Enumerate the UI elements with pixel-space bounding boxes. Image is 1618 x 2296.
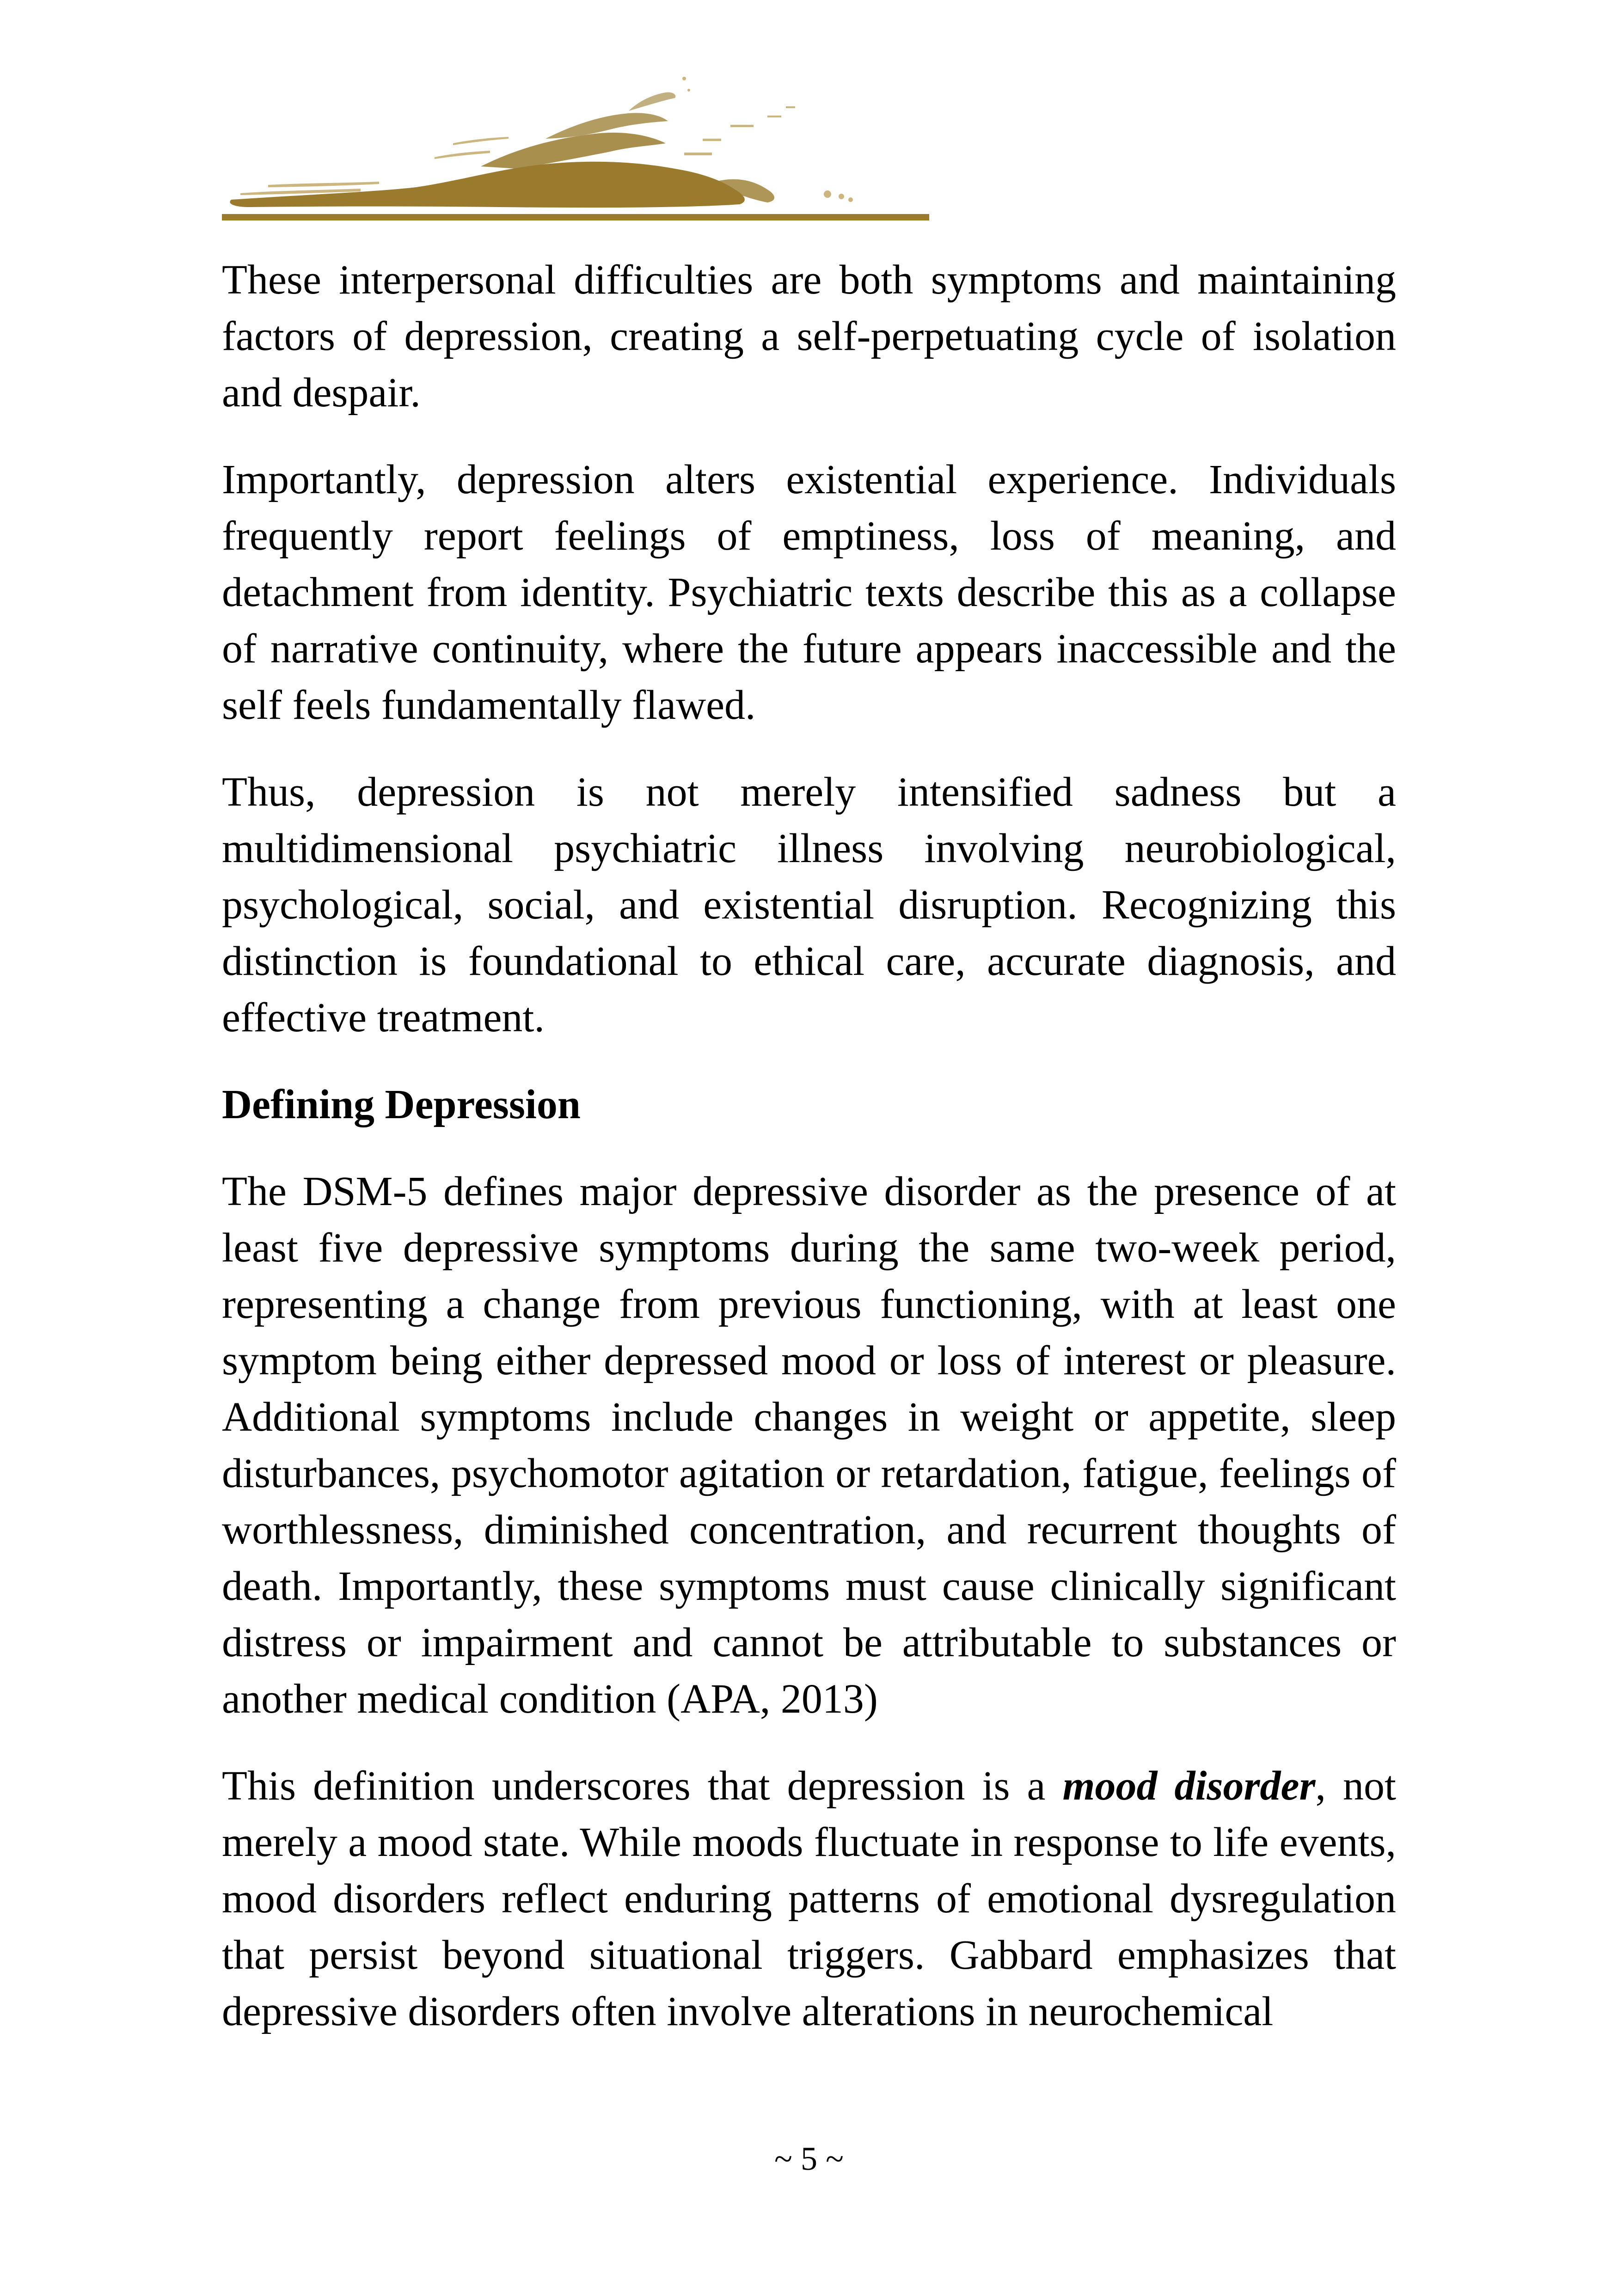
section-heading: Defining Depression xyxy=(222,1082,581,1127)
page-body xyxy=(222,252,1396,2070)
paragraph-dsm5-definition: The DSM-5 defines major depressive disorder as the presence of at least five depressive symptoms during the same two-week period, representing a change from previous functioning, with at least one symptom being either depressed mood or loss of interest or pleasure. Additional symptoms include changes in weight or appetite, sleep disturbances, psychomotor agitation or retardation, fatigue, feelings of worthlessness, diminished concentration, and recurrent thoughts of death. Importantly, these symptoms must cause clinically significant distress or impairment and cannot be attributable to substances or another medical condition (APA, 2013) xyxy=(222,1169,1396,1722)
mood-disorder-emphasis: mood disorder xyxy=(1062,1763,1316,1809)
paragraph-interpersonal-difficulties: These interpersonal difficulties are both symptoms and maintaining factors of depression, creating a self-perpetuating cycle of isolation and despair. xyxy=(222,257,1396,416)
mood-disorder-text-after: , not merely a mood state. While moods fluctuate in response to life events, mood disorders reflect enduring patterns of emotional dysregulation that persist beyond situational triggers. Gabbard emphasizes that depressive disorders often involve alterations in neurochemical xyxy=(222,1763,1397,2034)
paragraph-mood-disorder xyxy=(222,1758,1396,2040)
ornament-brush-wave xyxy=(629,92,675,111)
mood-disorder-text-before: This definition underscores that depression is a xyxy=(222,1763,1063,1809)
ornament-rule xyxy=(222,214,929,220)
paragraph-existential-experience: Importantly, depression alters existential experience. Individuals frequently report feelings of emptiness, loss of meaning, and detachment from identity. Psychiatric texts describe this as a collapse of narrative continuity, where the future appears inaccessible and the self feels fundamentally flawed. xyxy=(222,457,1396,728)
decorative-header-ornament xyxy=(222,69,929,231)
page-number: ~ 5 ~ xyxy=(774,2140,844,2177)
paragraph-multidimensional-illness: Thus, depression is not merely intensified sadness but a multidimensional psychiatric illness involving neurobiological, psychological, social, and existential disruption. Recognizing this distinction is foundational to ethical care, accurate diagnosis, and effective treatment. xyxy=(222,769,1396,1041)
